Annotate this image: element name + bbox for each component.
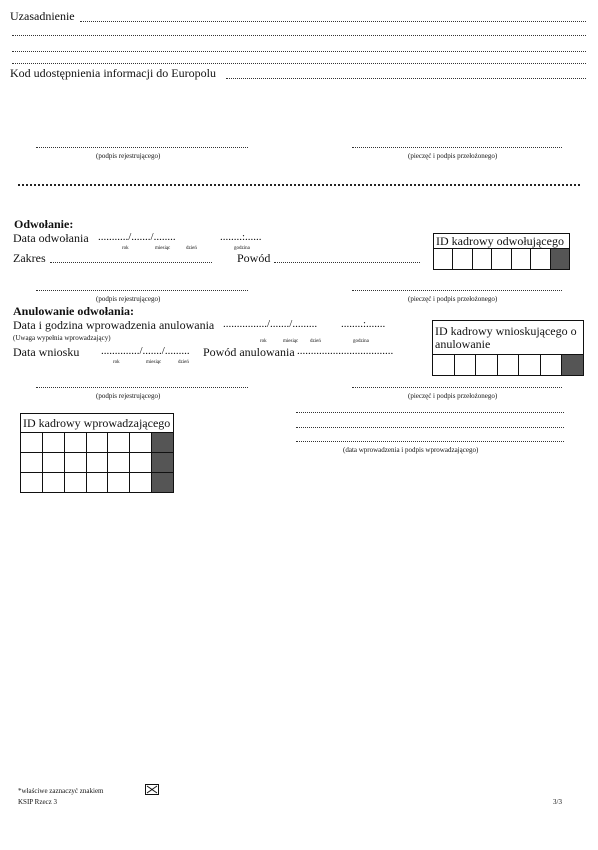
id-cell[interactable]	[497, 355, 519, 375]
wprowadzenie-caption: (data wprowadzenia i podpis wprowadzającego)	[343, 446, 479, 454]
wprowadzenie-line-1[interactable]	[296, 412, 564, 413]
id-cell[interactable]	[130, 453, 152, 473]
odwolanie-heading: Odwołanie:	[14, 217, 74, 231]
id-kadrowy-wnioskujacego-title: ID kadrowy wnioskującego o anulowanie	[435, 324, 577, 351]
id-cell[interactable]	[87, 433, 109, 453]
sign-line-przelozony-3[interactable]	[352, 387, 562, 388]
id-cell[interactable]	[433, 355, 454, 375]
uzasadnienie-line-2[interactable]	[12, 35, 586, 36]
id-check-cell	[550, 249, 569, 269]
id-kadrowy-wnioskujacego-box[interactable]	[432, 320, 584, 376]
sub-dzien-3: dzień	[178, 360, 189, 365]
uzasadnienie-label: Uzasadnienie	[10, 9, 75, 23]
id-check-cell	[561, 355, 583, 375]
sub-miesiac: miesiąc	[155, 246, 171, 251]
id-kadrowy-wprowadzajacego-box	[20, 413, 174, 433]
sub-godzina-2: godzina	[353, 339, 369, 344]
kod-europol-label: Kod udostępnienia informacji do Europolu	[10, 66, 216, 80]
id-cell[interactable]	[87, 473, 109, 493]
sign-caption-rejestrujacy-3: (podpis rejestrującego)	[96, 392, 161, 400]
id-check-cell	[152, 433, 174, 453]
sign-line-rejestrujacy-2[interactable]	[36, 290, 248, 291]
sign-line-rejestrujacy-3[interactable]	[36, 387, 248, 388]
x-mark-icon	[145, 784, 159, 795]
zakres-input[interactable]	[50, 262, 212, 263]
id-cell[interactable]	[21, 453, 43, 473]
id-cell[interactable]	[511, 249, 530, 269]
id-cell[interactable]	[452, 249, 471, 269]
sign-caption-przelozony-2: (pieczęć i podpis przełożonego)	[408, 295, 498, 303]
id-cell[interactable]	[43, 453, 65, 473]
sign-caption-rejestrujacy-2: (podpis rejestrującego)	[96, 295, 161, 303]
powod-anulowania-label: Powód anulowania	[203, 345, 295, 359]
zakres-label: Zakres	[13, 251, 46, 265]
id-kadrowy-wnioskujacego-cells[interactable]	[433, 354, 583, 375]
id-kadrowy-odwolujacego-title: ID kadrowy odwołującego	[436, 234, 564, 248]
sub-godzina: godzina	[234, 246, 250, 251]
id-cell[interactable]	[530, 249, 549, 269]
powod-input[interactable]	[274, 262, 420, 263]
sub-dzien-2: dzień	[310, 339, 321, 344]
odwolanie-time-input[interactable]: ........:......	[220, 231, 262, 243]
id-kadrowy-odwolujacego-cells[interactable]	[434, 248, 569, 269]
id-cell[interactable]	[540, 355, 562, 375]
wprowadzenie-line-3[interactable]	[296, 441, 564, 442]
id-cell[interactable]	[108, 433, 130, 453]
sub-rok: rok	[122, 246, 129, 251]
id-cell[interactable]	[43, 473, 65, 493]
data-wniosku-input[interactable]: ............../......./.........	[101, 345, 190, 357]
powod-label: Powód	[237, 251, 271, 265]
anulowanie-time-input[interactable]: ........:.......	[341, 318, 386, 330]
id-cell[interactable]	[130, 433, 152, 453]
sub-rok-2: rok	[260, 339, 267, 344]
id-cell[interactable]	[21, 433, 43, 453]
id-cell[interactable]	[87, 453, 109, 473]
id-kadrowy-wprowadzajacego-grid[interactable]	[20, 432, 174, 493]
id-cell[interactable]	[21, 473, 43, 493]
uzasadnienie-line-1[interactable]	[80, 21, 586, 22]
id-cell[interactable]	[65, 473, 87, 493]
footer-note: *właściwe zaznaczyć znakiem	[18, 787, 104, 795]
sign-caption-rejestrujacy-1: (podpis rejestrującego)	[96, 152, 161, 160]
id-cell[interactable]	[472, 249, 491, 269]
odwolanie-data-label: Data odwołania	[13, 231, 89, 245]
id-check-cell	[152, 473, 174, 493]
id-kadrowy-wprowadzajacego-title: ID kadrowy wprowadzającego	[23, 416, 171, 430]
footer-doc-code: KSIP Rzecz 3	[18, 798, 58, 806]
anulowanie-heading: Anulowanie odwołania:	[13, 304, 135, 318]
footer-page-number: 3/3	[553, 798, 562, 806]
powod-anulowania-input[interactable]: ...................................	[297, 345, 394, 357]
id-cell[interactable]	[434, 249, 452, 269]
id-cell[interactable]	[43, 433, 65, 453]
uwaga-note: (Uwaga wypełnia wprowadzający)	[13, 334, 111, 342]
anulowanie-data-label: Data i godzina wprowadzenia anulowania	[13, 318, 215, 332]
uzasadnienie-line-4[interactable]	[12, 63, 586, 64]
uzasadnienie-line-3[interactable]	[12, 51, 586, 52]
id-cell[interactable]	[130, 473, 152, 493]
id-cell[interactable]	[65, 433, 87, 453]
sub-miesiac-2: miesiąc	[283, 339, 299, 344]
id-cell[interactable]	[454, 355, 476, 375]
id-cell[interactable]	[518, 355, 540, 375]
data-wniosku-label: Data wniosku	[13, 345, 80, 359]
id-check-cell	[152, 453, 174, 473]
kod-europol-line[interactable]	[226, 78, 586, 79]
sign-line-przelozony-2[interactable]	[352, 290, 562, 291]
id-cell[interactable]	[65, 453, 87, 473]
id-cell[interactable]	[491, 249, 510, 269]
sub-rok-3: rok	[113, 360, 120, 365]
sub-miesiac-3: miesiąc	[146, 360, 162, 365]
sign-caption-przelozony-1: (pieczęć i podpis przełożonego)	[408, 152, 498, 160]
id-kadrowy-odwolujacego-box[interactable]	[433, 233, 570, 270]
sign-caption-przelozony-3: (pieczęć i podpis przełożonego)	[408, 392, 498, 400]
id-cell[interactable]	[108, 453, 130, 473]
id-cell[interactable]	[475, 355, 497, 375]
sub-dzien: dzień	[186, 246, 197, 251]
anulowanie-date-input[interactable]: ................/......./.........	[223, 318, 318, 330]
wprowadzenie-line-2[interactable]	[296, 427, 564, 428]
id-cell[interactable]	[108, 473, 130, 493]
section-divider	[18, 184, 580, 186]
sign-line-przelozony-1[interactable]	[352, 147, 562, 148]
sign-line-rejestrujacy-1[interactable]	[36, 147, 248, 148]
odwolanie-date-input[interactable]: .........../......./........	[98, 231, 176, 243]
